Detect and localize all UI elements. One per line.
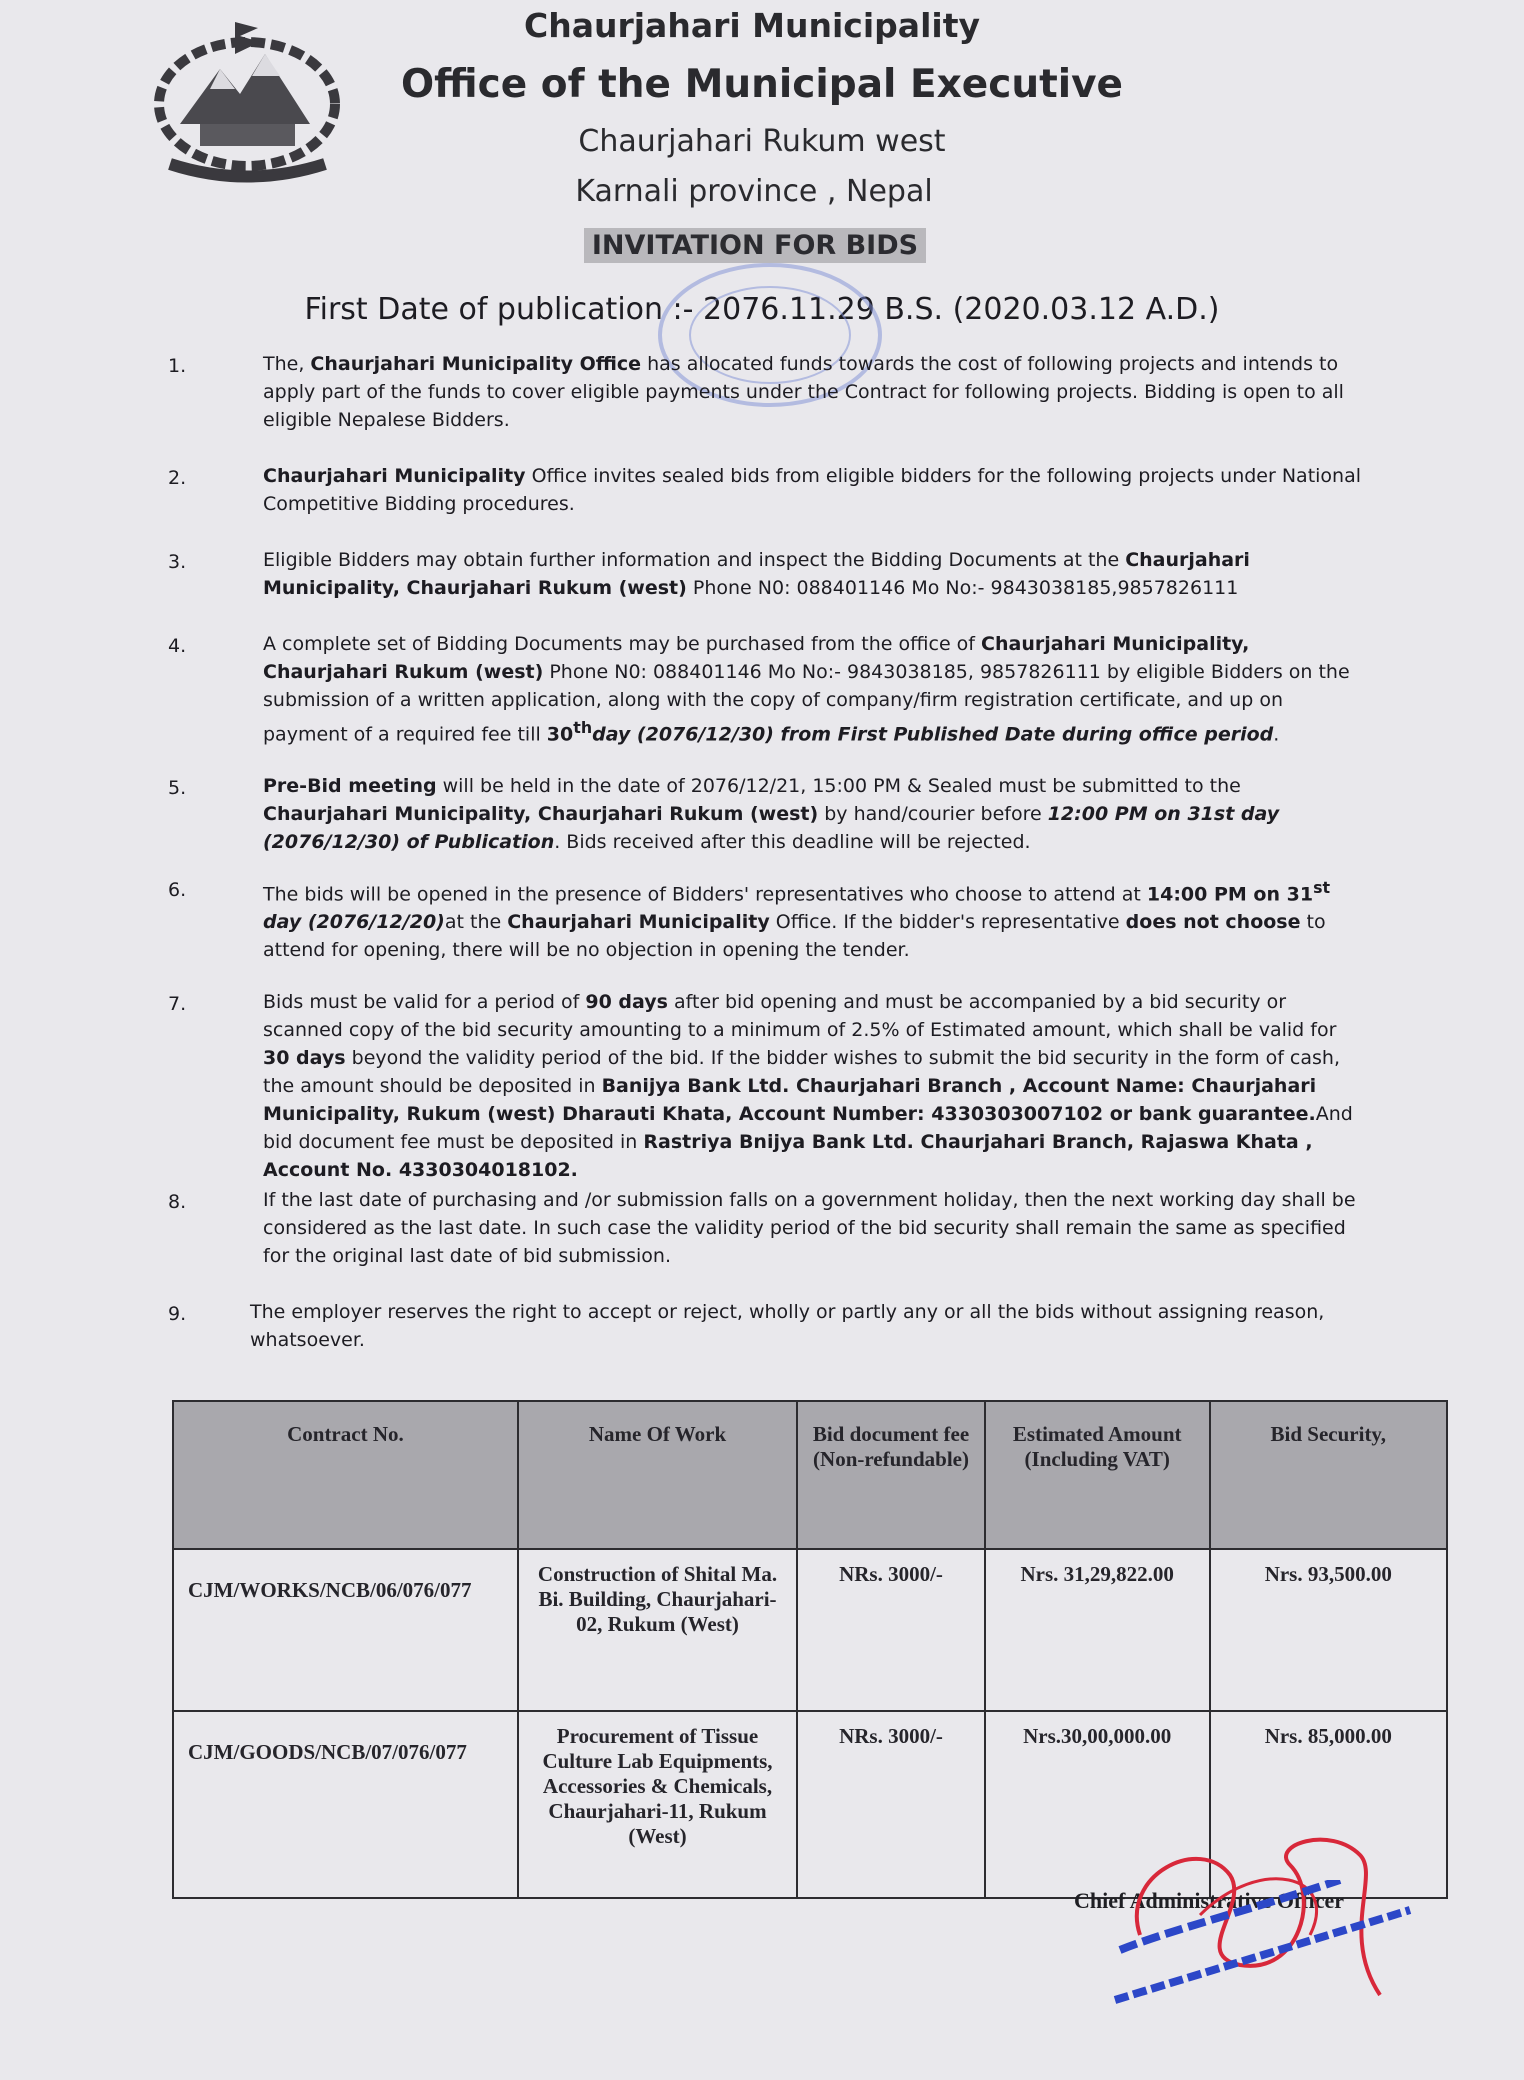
paragraph-text-run: The, [263,353,311,375]
paragraph-text-run: Chaurjahari Municipality, Chaurjahari Rukum (west) [263,803,819,825]
paragraph-text-run: Chaurjahari Municipality [507,911,770,934]
stamp-icon [1110,1880,1430,2020]
name-of-work-cell: Construction of Shital Ma. Bi. Building, Chaurjahari-02, Rukum (West) [518,1549,797,1711]
paragraph-2 [168,462,1368,518]
paragraph-text [263,350,1368,434]
paragraph-text-run: Office. If the bidder's representative [769,911,1126,934]
municipality-name: Chaurjahari Municipality [524,6,980,45]
paragraph-text-run: will be held in the date of 2076/12/21, 15:00 PM & Sealed must be submitted to the [436,775,1241,797]
paragraph-number: 2. [168,467,187,489]
publication-date: First Date of publication :- 2076.11.29 B.S. (2020.03.12 A.D.) [304,292,1220,327]
paragraph-text-run: by hand/courier before [818,803,1048,825]
paragraph-3 [168,546,1368,602]
paragraph-text-run: to attend for opening, there will be no objection in opening the tender. [263,911,1326,962]
paragraph-text [250,1298,1368,1354]
paragraph-text-run: Chaurjahari Municipality, Chaurjahari Rukum (west) [263,633,1250,683]
paragraph-7 [168,988,1368,1184]
paragraph-text [263,1186,1368,1270]
paragraph-text-run: Banijya Bank Ltd. Chaurjahari Branch , Account Name: Chaurjahari Municipality, Rukum (west) Dharauti Khata, Account Number: 4330303007102 or bank guarantee. [263,1075,1317,1125]
paragraph-5 [168,772,1368,856]
table-row [173,1549,1447,1711]
paragraph-text-run: Eligible Bidders may obtain further information and inspect the Bidding Documents at the [263,549,1126,571]
paragraph-text-run: beyond the validity period of the bid. If the bidder wishes to submit the bid security in the form of cash, the amount should be deposited in [263,1047,1340,1097]
bid-fee-cell: NRs. 3000/- [797,1549,985,1711]
header-name-of-work: Name Of Work [518,1401,797,1549]
estimated-amount-cell: Nrs.30,00,000.00 [985,1711,1210,1898]
header-contract-no: Contract No. [173,1401,518,1549]
paragraph-text-run: 30 [546,723,574,746]
paragraph-text-run: 12:00 PM on 31st day (2076/12/30) of Publication [263,803,1280,853]
paragraph-number: 3. [168,551,187,573]
paragraph-4 [168,630,1368,748]
paragraph-text [263,874,1368,964]
paragraph-number: 8. [168,1191,187,1213]
office-location: Chaurjahari Rukum west [578,124,946,159]
notice-title: INVITATION FOR BIDS [584,228,926,263]
paragraph-text-run: Office invites sealed bids from eligible bidders for the following projects under National Competitive Bidding procedures. [263,465,1362,515]
paragraph-text [263,772,1368,856]
paragraph-text [263,630,1368,748]
paragraph-9 [168,1298,1368,1354]
name-of-work-cell: Procurement of Tissue Culture Lab Equipments, Accessories & Chemicals, Chaurjahari-11, Rukum (West) [518,1711,797,1898]
paragraph-text-run: Rastriya Bnijya Bank Ltd. Chaurjahari Branch, Rajaswa Khata , Account No. 4330304018102. [263,1131,1313,1181]
table-header-row [173,1401,1447,1549]
paragraph-text-run: Phone N0: 088401146 Mo No:- 9843038185,9857826111 [686,577,1239,599]
paragraph-text-run: Chaurjahari Municipality [263,465,526,487]
paragraph-number: 6. [168,879,187,901]
contract-no-cell: CJM/GOODS/NCB/07/076/077 [173,1711,518,1898]
paragraph-text-run: th [573,718,593,737]
header-estimated-amount: Estimated Amount (Including VAT) [985,1401,1210,1549]
paragraph-number: 7. [168,993,187,1015]
paragraph-text-run: The employer reserves the right to accept or reject, wholly or partly any or all the bids without assigning reason, whatsoever. [250,1301,1325,1351]
bid-security-cell: Nrs. 93,500.00 [1210,1549,1447,1711]
office-name: Office of the Municipal Executive [401,62,1123,107]
paragraph-text-run: 30 days [263,1047,346,1069]
paragraph-text-run: after bid opening and must be accompanied by a bid security or scanned copy of the bid security amounting to a minimum of 2.5% of Estimated amount, which shall be valid for [263,991,1337,1041]
paragraph-text [263,546,1368,602]
paragraph-text-run: Bids must be valid for a period of [263,991,586,1013]
paragraph-text-run: 14:00 PM on 31 [1146,883,1314,906]
paragraph-8 [168,1186,1368,1270]
bid-fee-cell: NRs. 3000/- [797,1711,985,1898]
signatory-title: Chief Administrative Officer [1074,1888,1345,1913]
paragraph-text-run: Pre-Bid meeting [263,775,437,797]
paragraph-1 [168,350,1368,434]
bid-security-cell: Nrs. 85,000.00 [1210,1711,1447,1898]
office-province: Karnali province , Nepal [575,174,933,209]
paragraph-number: 4. [168,635,187,657]
header-bid-security: Bid Security, [1210,1401,1447,1549]
paragraph-6 [168,874,1368,964]
paragraph-text-run: If the last date of purchasing and /or submission falls on a government holiday, then the next working day shall be considered as the last date. In such case the validity period of the bid security shall remain the same as specified for the original last date of bid submission. [263,1189,1356,1267]
paragraph-text-run: . [1273,723,1280,746]
paragraph-text [263,988,1368,1184]
paragraph-text-run: . Bids received after this deadline will be rejected. [554,831,1031,853]
paragraph-text-run: Phone N0: 088401146 Mo No:- 9843038185, 9857826111 by eligible Bidders on the submission of a written application, along with the copy of company/firm registration certificate, and up on payment of a required fee till [263,661,1350,746]
paragraph-text-run: Chaurjahari Municipality, Chaurjahari Rukum (west) [263,549,1250,599]
paragraph-text-run: Chaurjahari Municipality Office [310,353,642,375]
paragraph-text-run: The bids will be opened in the presence of Bidders' representatives who choose to attend at [263,883,1147,906]
estimated-amount-cell: Nrs. 31,29,822.00 [985,1549,1210,1711]
paragraph-number: 1. [168,355,187,377]
paragraph-text-run: does not choose [1125,911,1301,934]
paragraph-text-run: day (2076/12/20) [263,911,445,934]
contract-no-cell: CJM/WORKS/NCB/06/076/077 [173,1549,518,1711]
paragraph-text-run: at the [444,911,508,934]
paragraph-number: 5. [168,777,187,799]
paragraph-text-run: st [1313,878,1331,897]
header-bid-document-fee: Bid document fee (Non-refundable) [797,1401,985,1549]
paragraph-text-run: And bid document fee must be deposited in [263,1103,1353,1153]
paragraph-text-run: 90 days [585,991,668,1013]
paragraph-text-run: has allocated funds towards the cost of following projects and intends to apply part of the funds to cover eligible payments under the Contract for following projects. Bidding is open to all eligible Nepalese Bidders. [263,353,1344,431]
paragraph-number: 9. [168,1303,187,1325]
paragraph-text [263,462,1368,518]
paragraph-text-run: day (2076/12/30) from First Published Date during office period [592,723,1274,746]
paragraph-text-run: A complete set of Bidding Documents may be purchased from the office of [263,633,982,655]
